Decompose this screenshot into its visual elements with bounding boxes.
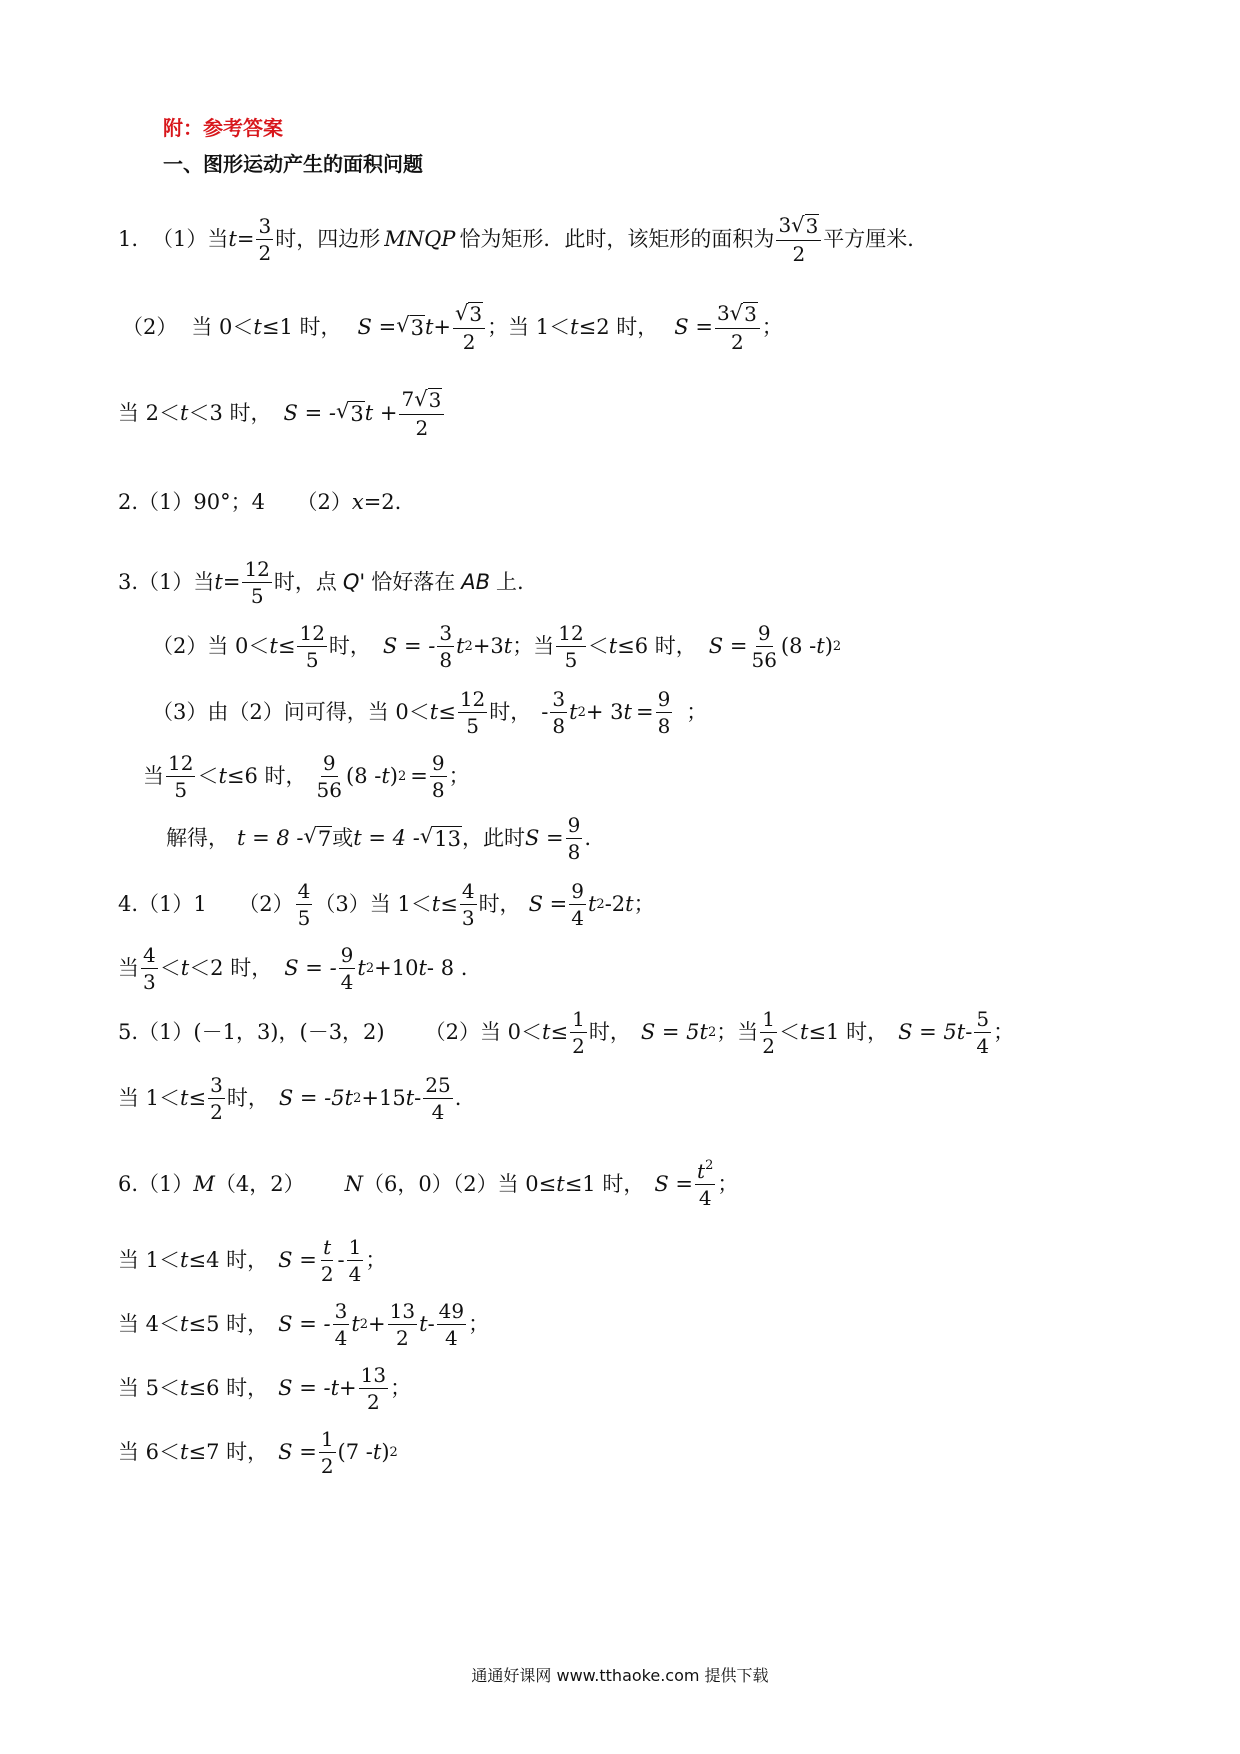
q6-line2: 当 1＜ t ≤4 时， S = $\frac{t}{2}$ - $\frac{1}{4}$ ；: [118, 1235, 387, 1286]
fraction: $\frac{12}{5}$: [459, 687, 486, 738]
q3-line2: （2）当 0＜ t ≤ $\frac{12}{5}$ 时， S = - $\frac{3}{8}$ t 2 +3 t ；当 $\frac{12}{5}$ ＜ t ≤6 时， S = $\frac{9}{56}$ (8 - t ) 2: [152, 621, 842, 672]
q3-line1: 3.（1）当 t= $\frac{12}{5}$ 时，点 Q' 恰好落在 AB 上.: [118, 557, 524, 608]
fraction: 3 √ 3 2: [715, 302, 760, 353]
fraction: 7 √ 3 2: [399, 388, 444, 439]
fraction: $\frac{12}{5}$: [168, 751, 194, 802]
q5-line2: 当 1＜ t ≤ $\frac{3}{2}$ 时， S = -5 t 2 +15 t - $\frac{25}{4}$ .: [118, 1073, 462, 1124]
answer-title: 附：参考答案: [163, 116, 283, 140]
fraction: $\frac{25}{4}$: [425, 1073, 451, 1124]
fraction: $\frac{3}{4}$: [334, 1299, 348, 1350]
q1-line1: 1. （1）当 t= $\frac{3}{2}$ 时，四边形 MNQP 恰为矩形．此时，该矩形的面积为 3 √ 3 2 平方厘米．: [118, 213, 929, 266]
fraction: $\frac{9}{56}$: [751, 621, 777, 672]
q6-line3: 当 4＜ t ≤5 时， S = - $\frac{3}{4}$ t 2 + $\frac{13}{2}$ t - $\frac{49}{4}$ ；: [118, 1299, 490, 1350]
q6-line4: 当 5＜ t ≤6 时， S = - t + $\frac{13}{2}$ ；: [118, 1363, 412, 1414]
fraction: √ 3 2: [453, 302, 485, 353]
q4-line2: 当 $\frac{4}{3}$ ＜ t ＜2 时， S = - $\frac{9}{4}$ t 2 +10 t - 8 .: [118, 943, 468, 994]
fraction: $\frac{4}{5}$: [297, 879, 311, 930]
q1-number: 1.: [118, 227, 139, 251]
fraction: $\frac{9}{4}$: [571, 879, 584, 930]
fraction: $\frac{12}{5}$: [244, 557, 270, 608]
fraction: $\frac{3}{8}$: [439, 621, 453, 672]
q6-line1: 6.（1） M （4，2） N （6，0）（2）当 0≤ t ≤1 时， S = $\frac{t^2}{4}$ ；: [118, 1158, 739, 1210]
fraction: $\frac{4}{3}$: [143, 943, 156, 994]
page-footer: 通通好课网 www.tthaoke.com 提供下载: [471, 1666, 769, 1685]
q1-line2: （2） 当 0＜ t ≤1 时， S = √ 3 t+ √ 3 2 ；当 1＜ t ≤2 时， S = 3 √ 3 2 ；: [122, 301, 783, 354]
fraction: $\frac{9}{56}$: [316, 751, 342, 802]
q3-line5: 解得， t = 8 - √ 7 或 t = 4 - √ 13 ，此时 S = $\frac{9}{8}$ .: [166, 813, 592, 864]
fraction: $\frac{3}{2}$: [210, 1073, 223, 1124]
fraction: $\frac{t^2}{4}$: [697, 1158, 714, 1210]
fraction: $\frac{1}{2}$: [320, 1427, 334, 1478]
fraction: $\frac{9}{8}$: [567, 813, 581, 864]
q6-line5: 当 6＜ t ≤7 时， S = $\frac{1}{2}$ (7 - t ) 2: [118, 1427, 398, 1478]
fraction: $\frac{9}{8}$: [431, 751, 445, 802]
q4-line1: 4.（1）1 （2） $\frac{4}{5}$ （3）当 1＜ t ≤ $\frac{4}{3}$ 时， S = $\frac{9}{4}$ t 2 -2 t ；: [118, 879, 655, 930]
fraction: 3 √ 3 2: [776, 214, 821, 265]
fraction: $\frac{12}{5}$: [558, 621, 584, 672]
fraction: $\frac{13}{2}$: [360, 1363, 387, 1414]
fraction: $\frac{13}{2}$: [389, 1299, 416, 1350]
q5-line1: 5.（1）(－1，3)，(－3，2) （2）当 0＜ t ≤ $\frac{1}{2}$ 时， S = 5 t 2 ；当 $\frac{1}{2}$ ＜ t ≤1 时， S = 5 t - $\frac{5}{4}$ ；: [118, 1007, 1015, 1058]
fraction: $\frac{5}{4}$: [976, 1007, 990, 1058]
q1-line3: 当 2＜ t ＜3 时， S = - √ 3 t + 7 √ 3 2: [118, 388, 446, 439]
fraction: $\frac{9}{8}$: [657, 687, 671, 738]
fraction: $\frac{49}{4}$: [438, 1299, 465, 1350]
fraction: $\frac{1}{2}$: [762, 1007, 775, 1058]
fraction: $\frac{3}{2}$: [258, 214, 272, 265]
fraction: $\frac{1}{4}$: [348, 1235, 362, 1286]
fraction: $\frac{4}{3}$: [461, 879, 475, 930]
fraction: $\frac{t}{2}$: [320, 1235, 334, 1286]
q3-line3: （3）由（2）问可得，当 0＜ t ≤ $\frac{12}{5}$ 时， - $\frac{3}{8}$ t 2 + 3 t = $\frac{9}{8}$ ；: [152, 687, 708, 738]
fraction: $\frac{3}{8}$: [552, 687, 566, 738]
section-title: 一、图形运动产生的面积问题: [163, 152, 423, 176]
q2-line: 2.（1）90°；4 （2） x =2.: [118, 490, 402, 514]
fraction: $\frac{1}{2}$: [572, 1007, 585, 1058]
fraction: $\frac{12}{5}$: [299, 621, 325, 672]
fraction: $\frac{9}{4}$: [340, 943, 354, 994]
q3-line4: 当 $\frac{12}{5}$ ＜ t ≤6 时， $\frac{9}{56}$ (8 - t ) 2 = $\frac{9}{8}$ ；: [143, 751, 470, 802]
